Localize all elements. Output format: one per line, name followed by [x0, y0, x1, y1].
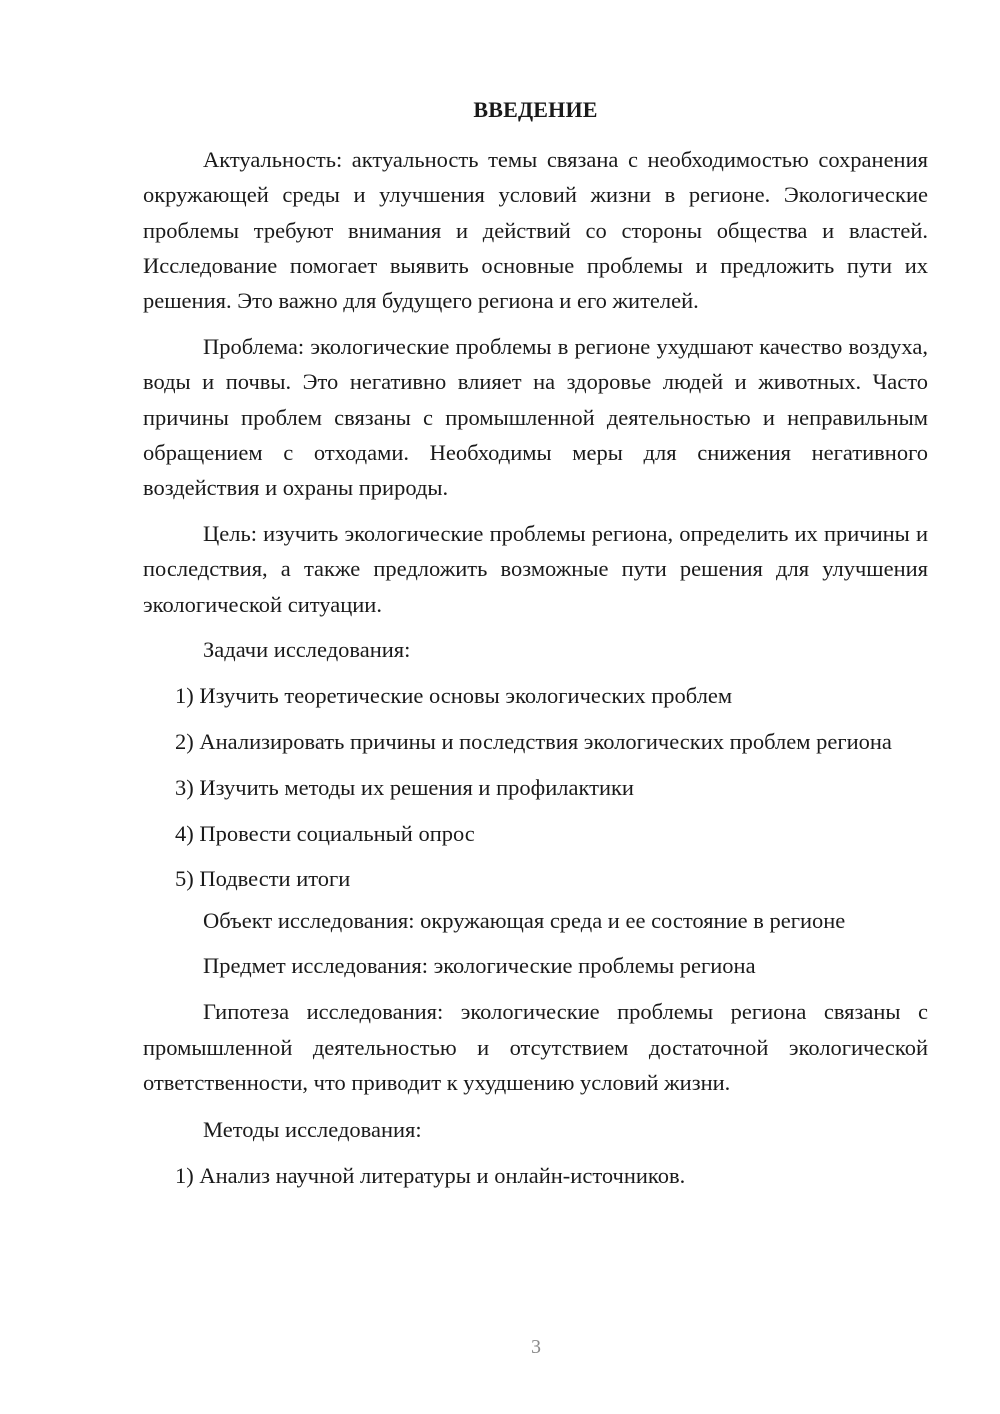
research-hypothesis: Гипотеза исследования: экологические проблемы региона связаны с промышленной деятельностью и отсутствием достаточной экологической ответственности, что приводит к ухудшению условий жизни. [143, 999, 928, 1095]
task-item: 5) Подвести итоги [175, 866, 351, 892]
task-item: 2) Анализировать причины и последствия экологических проблем региона [175, 728, 892, 754]
methods-heading: Методы исследования: [203, 1117, 422, 1143]
method-item: 1) Анализ научной литературы и онлайн-источников. [175, 1162, 686, 1188]
tasks-heading: Задачи исследования: [203, 637, 411, 663]
task-item: 1) Изучить теоретические основы экологических проблем [175, 683, 733, 709]
page-body [143, 92, 928, 1204]
page-number: 3 [531, 1336, 541, 1358]
page-title: ВВЕДЕНИЕ [473, 97, 598, 122]
research-object: Объект исследования: окружающая среда и ее состояние в регионе [203, 907, 846, 933]
task-item: 4) Провести социальный опрос [175, 820, 475, 846]
task-item: 3) Изучить методы их решения и профилактики [175, 774, 634, 800]
paragraph-relevance: Актуальность: актуальность темы связана с необходимостью сохранения окружающей среды и улучшения условий жизни в регионе. Экологические проблемы требуют внимания и действий со стороны общества и властей. Исследование помогает выявить основные проблемы и предложить пути их решения. Это важно для будущего региона и его жителей. [143, 147, 928, 314]
paragraph-goal: Цель: изучить экологические проблемы региона, определить их причины и последствия, а также предложить возможные пути решения для улучшения экологической ситуации. [143, 520, 928, 617]
paragraph-problem: Проблема: экологические проблемы в регионе ухудшают качество воздуха, воды и почвы. Это негативно влияет на здоровье людей и животных. Часто причины проблем связаны с промышленной деятельностью и неправильным обращением с отходами. Необходимы меры для снижения негативного воздействия и охраны природы. [143, 333, 928, 501]
research-subject: Предмет исследования: экологические проблемы региона [203, 953, 756, 979]
